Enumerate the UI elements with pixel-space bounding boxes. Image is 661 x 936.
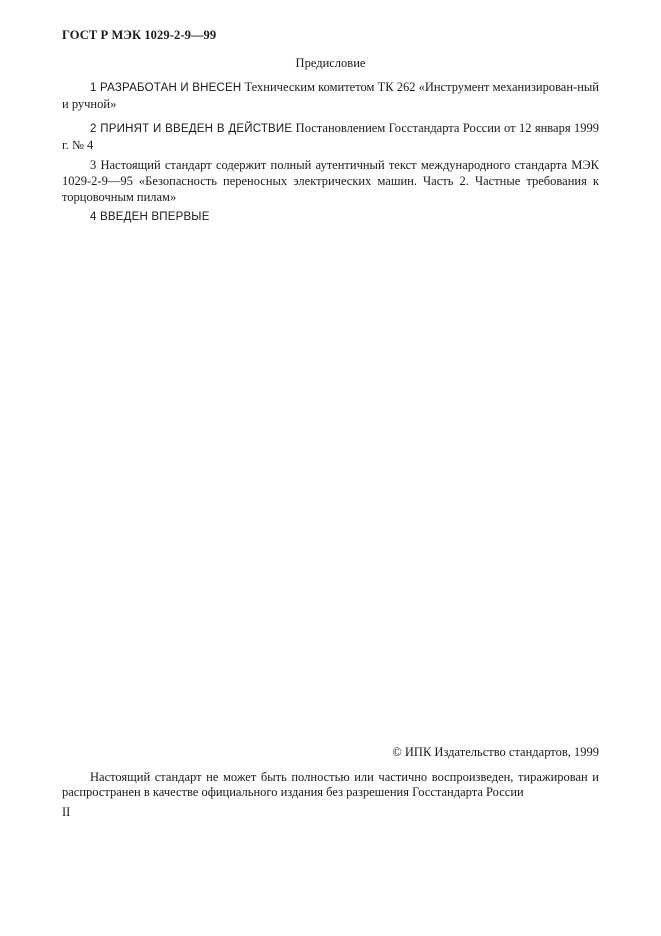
page-number: II xyxy=(62,805,71,819)
preface-item-2 xyxy=(62,120,599,153)
document-code-header: ГОСТ Р МЭК 1029-2-9—99 xyxy=(62,28,217,42)
preface-item-1-lead: 1 РАЗРАБОТАН И ВНЕСЕН xyxy=(90,82,242,94)
preface-item-3 xyxy=(62,157,599,205)
preface-item-4 xyxy=(62,208,599,225)
preface-item-4-lead: 4 ВВЕДЕН ВПЕРВЫЕ xyxy=(90,211,210,223)
preface-item-2-text: Постановлением Госстандарта России от 12 января 1999 г. № 4 xyxy=(62,121,600,152)
preface-item-2-lead: 2 ПРИНЯТ И ВВЕДЕН В ДЕЙСТВИЕ xyxy=(90,123,293,135)
preface-title: Предисловие xyxy=(295,56,366,70)
preface-item-3-text: 3 Настоящий стандарт содержит полный аутентичный текст международного стандарта МЭК 1029-2-9—95 «Безопасность переносных электрических машин. Часть 2. Частные требования к торцовочным пилам» xyxy=(62,158,599,204)
reproduction-notice: Настоящий стандарт не может быть полностью или частично воспроизведен, тиражирован и распространен в качестве официального издания без разрешения Госстандарта России xyxy=(62,770,599,799)
preface-item-1 xyxy=(62,79,599,112)
copyright-line: © ИПК Издательство стандартов, 1999 xyxy=(392,745,599,759)
preface-item-1-text: Техническим комитетом ТК 262 «Инструмент механизирован-ный и ручной» xyxy=(62,80,599,111)
